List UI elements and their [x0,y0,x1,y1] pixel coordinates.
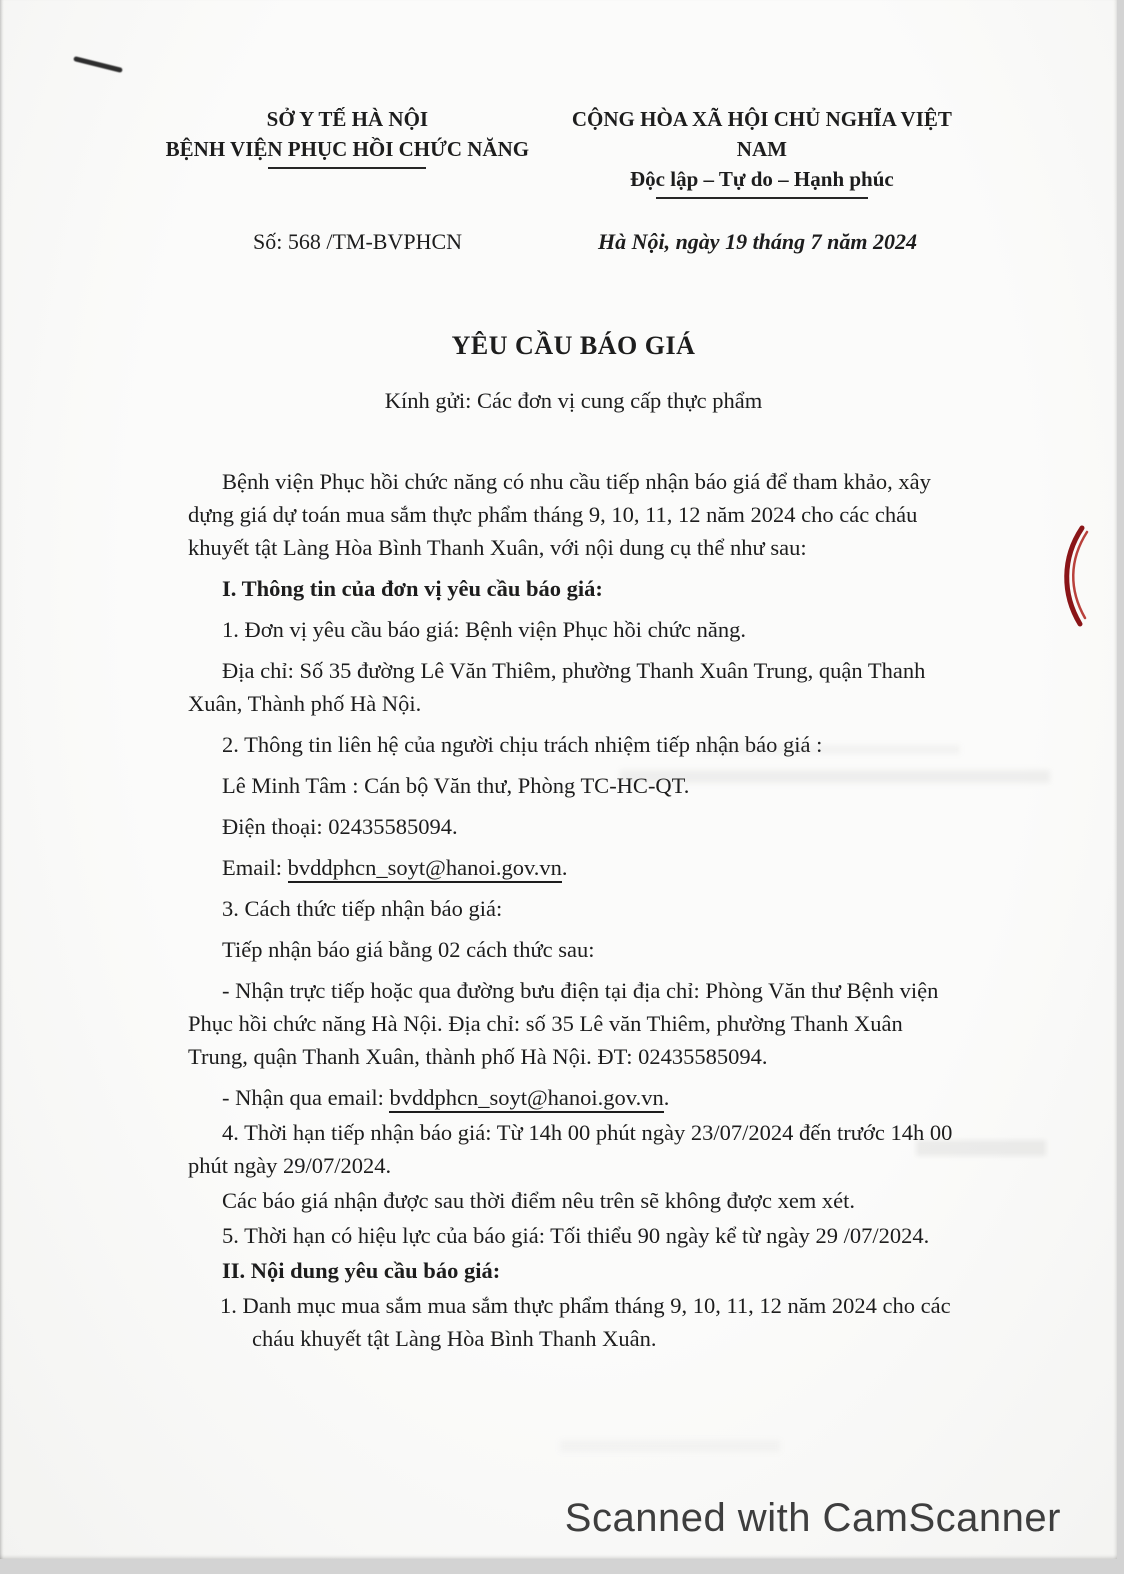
item-4-deadline: 4. Thời hạn tiếp nhận báo giá: Từ 14h 00 phút ngày 23/07/2024 đến trước 14h 00 phút ngày 29/07/2024. [188,1120,953,1178]
email-address: bvddphcn_soyt@hanoi.gov.vn [288,855,562,883]
section-1-heading: I. Thông tin của đơn vị yêu cầu báo giá: [222,576,603,601]
scan-bleedthrough-artifact [560,1440,780,1452]
issuing-org-block [150,104,545,199]
document-title: YÊU CẦU BÁO GIÁ [451,331,696,360]
item-2-contact-info: 2. Thông tin liên hệ của người chịu trách nhiệm tiếp nhận báo giá : [222,732,823,757]
email-line [188,851,963,884]
national-title: CỘNG HÒA XÃ HỘI CHỦ NGHĨA VIỆT NAM [571,107,952,161]
contact-person-line: Lê Minh Tâm : Cán bộ Văn thư, Phòng TC-HC-QT. [222,773,690,798]
camscanner-watermark: Scanned with CamScanner [564,1496,1061,1540]
reference-row [0,199,1117,257]
national-motto: Độc lập – Tự do – Hạnh phúc [630,167,894,191]
section-2-heading: II. Nội dung yêu cầu báo giá: [222,1258,501,1283]
red-stamp-edge-arc [1052,522,1092,630]
motto-underline [656,197,868,199]
email-period: . [561,855,568,880]
salutation-line: Kính gửi: Các đơn vị cung cấp thực phẩm [384,388,763,413]
national-motto-block [545,104,979,199]
email-method-label: - Nhận qua email: [222,1085,390,1110]
org-underline [268,167,426,169]
receive-method-email [188,1081,963,1114]
item-3-receive-method: 3. Cách thức tiếp nhận báo giá: [222,896,503,921]
purchase-list-item: 1. Danh mục mua sắm mua sắm thực phẩm tháng 9, 10, 11, 12 năm 2024 cho các cháu khuyết tật Làng Hòa Bình Thanh Xuân. [220,1293,951,1351]
receive-method-intro: Tiếp nhận báo giá bằng 02 cách thức sau: [222,937,595,962]
late-quotes-note: Các báo giá nhận được sau thời điểm nêu trên sẽ không được xem xét. [222,1188,856,1213]
org-parent-name: SỞ Y TẾ HÀ NỘI [266,107,429,131]
document-header [0,0,1117,199]
intro-paragraph: Bệnh viện Phục hồi chức năng có nhu cầu tiếp nhận báo giá để tham khảo, xây dựng giá dự toán mua sắm thực phẩm tháng 9, 10, 11, 12 năm 2024 cho các cháu khuyết tật Làng Hòa Bình Thanh Xuân, với nội dung cụ thể như sau: [188,469,931,560]
phone-line: Điện thoại: 02435585094. [222,814,458,839]
org-name: BỆNH VIỆN PHỤC HỒI CHỨC NĂNG [165,137,530,161]
date-place-line: Hà Nội, ngày 19 tháng 7 năm 2024 [597,229,917,254]
receive-method-direct: - Nhận trực tiếp hoặc qua đường bưu điện tại địa chỉ: Phòng Văn thư Bệnh viện Phục hồi chức năng Hà Nội. Địa chỉ: số 35 Lê văn Thiêm, phường Thanh Xuân Trung, quận Thanh Xuân, thành phố Hà Nội. ĐT: 02435585094. [188,978,939,1069]
document-number: Số: 568 /TM-BVPHCN [253,229,463,254]
email-address-2: bvddphcn_soyt@hanoi.gov.vn [389,1085,663,1113]
document-body [188,465,963,1355]
email-period-2: . [663,1085,670,1110]
item-5-validity: 5. Thời hạn có hiệu lực của báo giá: Tối thiểu 90 ngày kể từ ngày 29 /07/2024. [222,1223,930,1248]
item-1-requesting-unit: 1. Đơn vị yêu cầu báo giá: Bệnh viện Phục hồi chức năng. [222,617,746,642]
email-label: Email: [222,855,288,880]
address-line: Địa chỉ: Số 35 đường Lê Văn Thiêm, phường Thanh Xuân Trung, quận Thanh Xuân, Thành phố Hà Nội. [188,658,926,716]
